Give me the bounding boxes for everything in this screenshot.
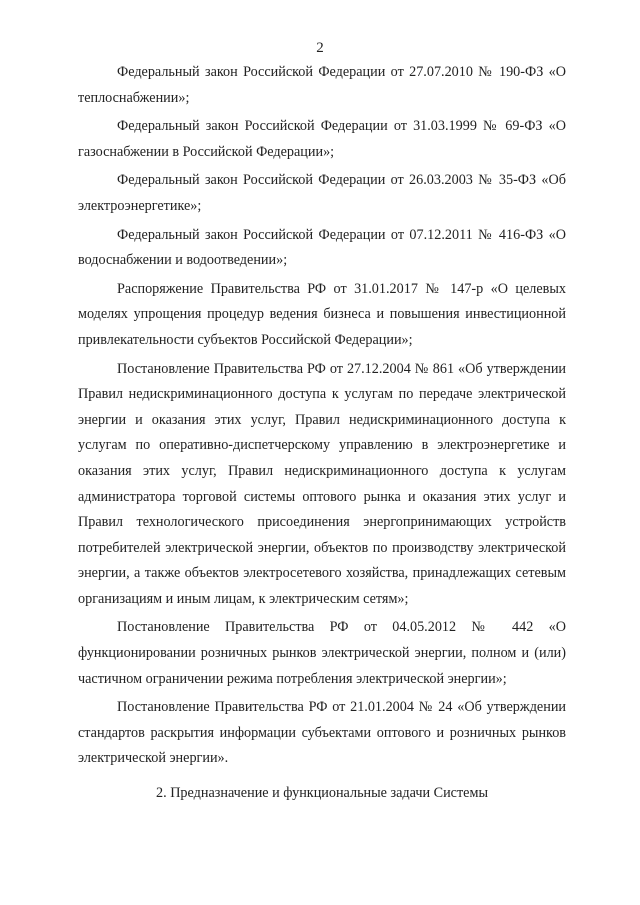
paragraph-law-35-fz: Федеральный закон Российской Федерации от 26.03.2003 № 35-ФЗ «Об электроэнергетике»;	[78, 172, 566, 214]
page-number: 2	[316, 40, 324, 56]
section-heading: 2. Предназначение и функциональные задачи Системы	[156, 785, 488, 802]
paragraph-law-416-fz: Федеральный закон Российской Федерации от 07.12.2011 № 416-ФЗ «О водоснабжении и водоотведении»;	[78, 226, 566, 269]
paragraph-resolution-442: Постановление Правительства РФ от 04.05.2012 № 442 «О функционировании розничных рынков электрической энергии, полном и (или) частичном ограничении режима потребления электрической энергии»;	[78, 619, 566, 687]
document-body	[78, 60, 566, 807]
paragraph-law-69-fz: Федеральный закон Российской Федерации от 31.03.1999 № 69-ФЗ «О газоснабжении в Российской Федерации»;	[78, 118, 566, 160]
paragraph-order-147-r: Распоряжение Правительства РФ от 31.01.2017 № 147-р «О целевых моделях упрощения процедур ведения бизнеса и повышения инвестиционной привлекательности субъектов Российской Федерации»;	[78, 280, 566, 348]
paragraph-law-190-fz: Федеральный закон Российской Федерации от 27.07.2010 № 190-ФЗ «О теплоснабжении»;	[78, 64, 566, 106]
paragraph-resolution-24: Постановление Правительства РФ от 21.01.2004 № 24 «Об утверждении стандартов раскрытия информации субъектами оптового и розничных рынков электрической энергии».	[78, 699, 566, 767]
paragraph-resolution-861: Постановление Правительства РФ от 27.12.2004 № 861 «Об утверждении Правил недискриминационного доступа к услугам по передаче электрической энергии и оказания этих услуг, Правил недискриминационного доступа к услугам по оперативно-диспетчерскому управлению в электроэнергетике и оказания этих услуг, Правил недискриминационного доступа к услугам администратора торговой системы оптового рынка и оказания этих услуг и Правил технологического присоединения энергопринимающих устройств потребителей электрической энергии, объектов по производству электрической энергии, а также объектов электросетевого хозяйства, принадлежащих сетевым организациям и иным лицам, к электрическим сетям»;	[78, 360, 566, 607]
